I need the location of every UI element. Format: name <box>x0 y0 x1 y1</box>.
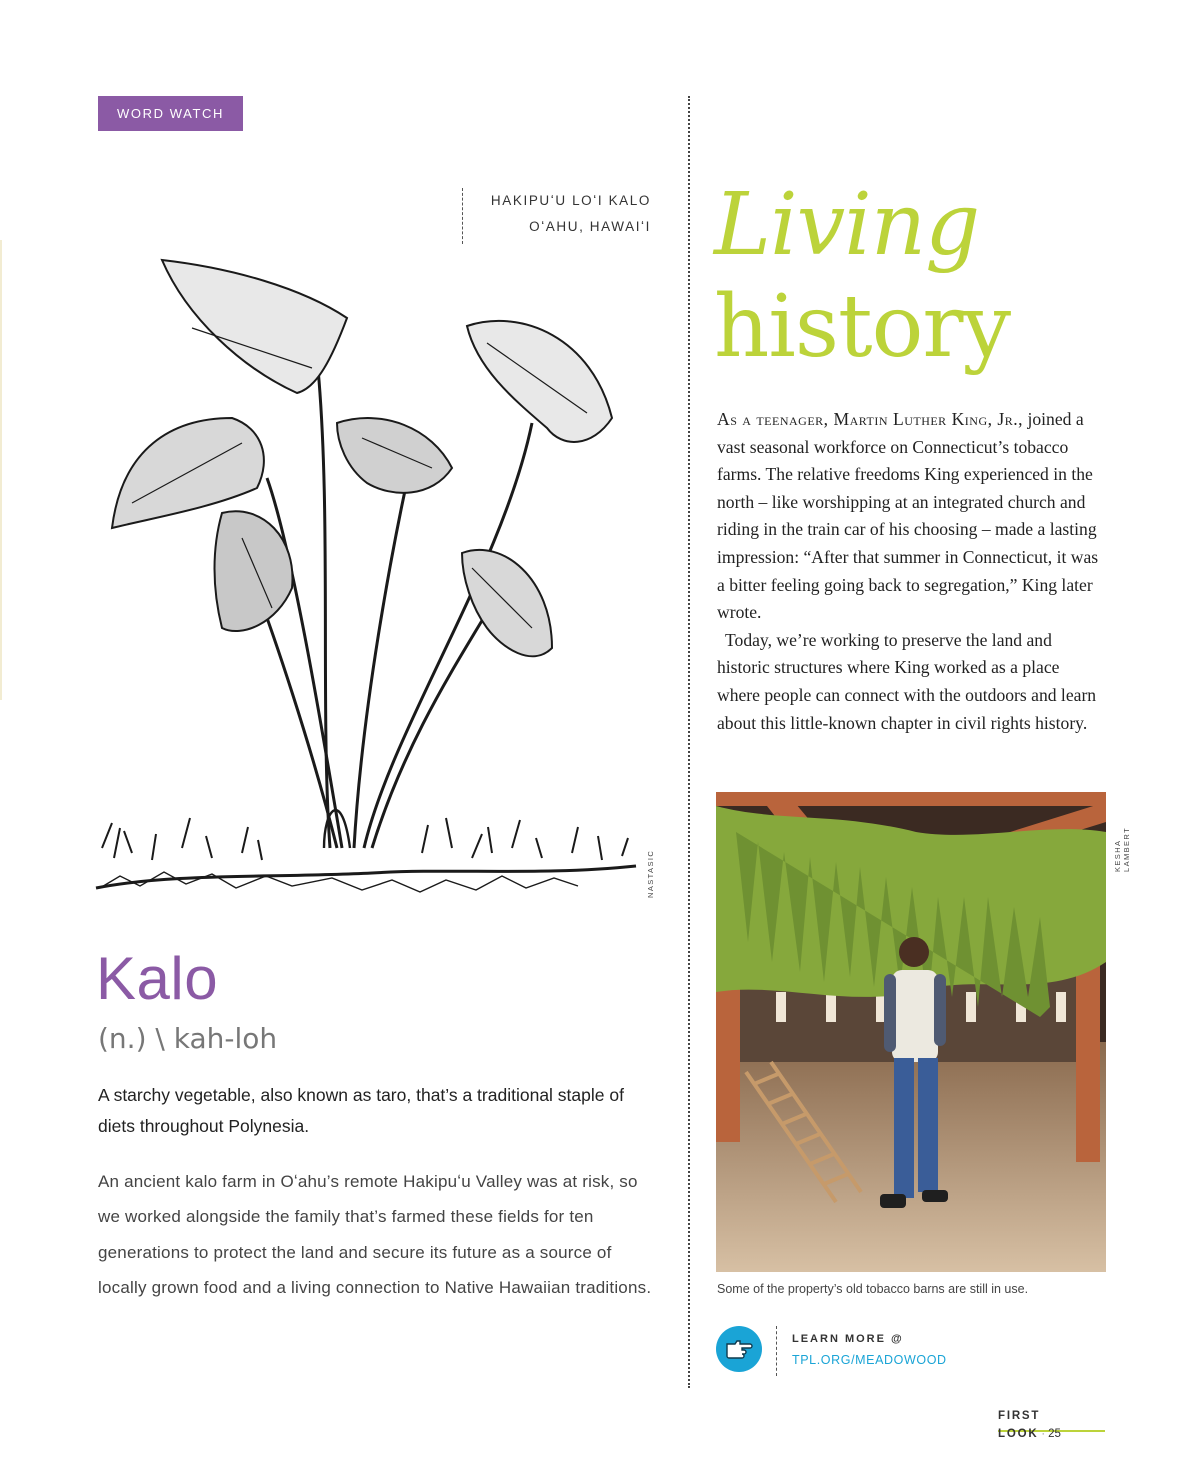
page-number: 25 <box>1048 1428 1061 1440</box>
location-line-1: HAKIPUʻU LOʻI KALO <box>490 193 651 208</box>
location-label <box>462 188 651 244</box>
tobacco-barn-photo <box>716 792 1106 1272</box>
photo-caption: Some of the property’s old tobacco barns are still in use. <box>717 1282 1029 1296</box>
illustration-credit: NASTASIC <box>646 849 655 898</box>
column-divider <box>688 96 690 1388</box>
learn-more-link[interactable]: TPL.ORG/MEADOWOOD <box>792 1353 947 1367</box>
paragraph-1-text: joined a vast seasonal workforce on Connecticut’s tobacco farms. The relative freedoms King experienced in the north – like worshipping at an integrated church and riding in the train car of his choosing – made a lasting impression: “After that summer in Connecticut, it was a bitter feeling going back to segregation,” King later wrote. <box>717 409 1099 623</box>
article-title <box>714 174 1010 378</box>
learn-more-label: LEARN MORE @ <box>792 1333 904 1345</box>
footer-section-name: FIRST LOOK <box>998 1410 1041 1440</box>
section-tag: WORD WATCH <box>98 96 243 131</box>
location-line-2: OʻAHU, HAWAIʻI <box>529 219 651 234</box>
taro-plant-illustration <box>92 248 640 898</box>
pronunciation: (n.) \ kah-loh <box>98 1022 278 1055</box>
title-line-2: history <box>714 277 1011 377</box>
photo-credit: KESHA LAMBERT <box>1113 826 1131 872</box>
title-line-1: Living <box>714 175 980 275</box>
kalo-article-body: An ancient kalo farm in Oʻahu’s remote Hakipuʻu Valley was at risk, so we worked alongside the family that’s farmed these fields for ten generations to protect the land and secure its future as a source of locally grown food and a living connection to Native Hawaiian traditions. <box>98 1172 652 1297</box>
paragraph-1 <box>717 406 1102 627</box>
page-footer <box>998 1406 1105 1440</box>
paragraph-2: Today, we’re working to preserve the land and historic structures where King worked as a place where people can connect with the outdoors and learn about this little-known chapter in civil rights history. <box>717 629 1097 733</box>
pointing-hand-icon[interactable] <box>716 1326 762 1372</box>
pointing-hand-glyph <box>725 1338 753 1360</box>
living-history-body <box>717 406 1102 737</box>
lead-in: As a teenager, Martin Luther King, Jr., <box>717 409 1024 429</box>
word-title: Kalo <box>96 945 219 1012</box>
learn-more-separator <box>776 1326 777 1376</box>
page-edge-mark <box>0 240 2 700</box>
footer-separator: · <box>1041 1428 1046 1440</box>
definition: A starchy vegetable, also known as taro, that’s a traditional staple of diets throughout Polynesia. <box>98 1085 624 1136</box>
